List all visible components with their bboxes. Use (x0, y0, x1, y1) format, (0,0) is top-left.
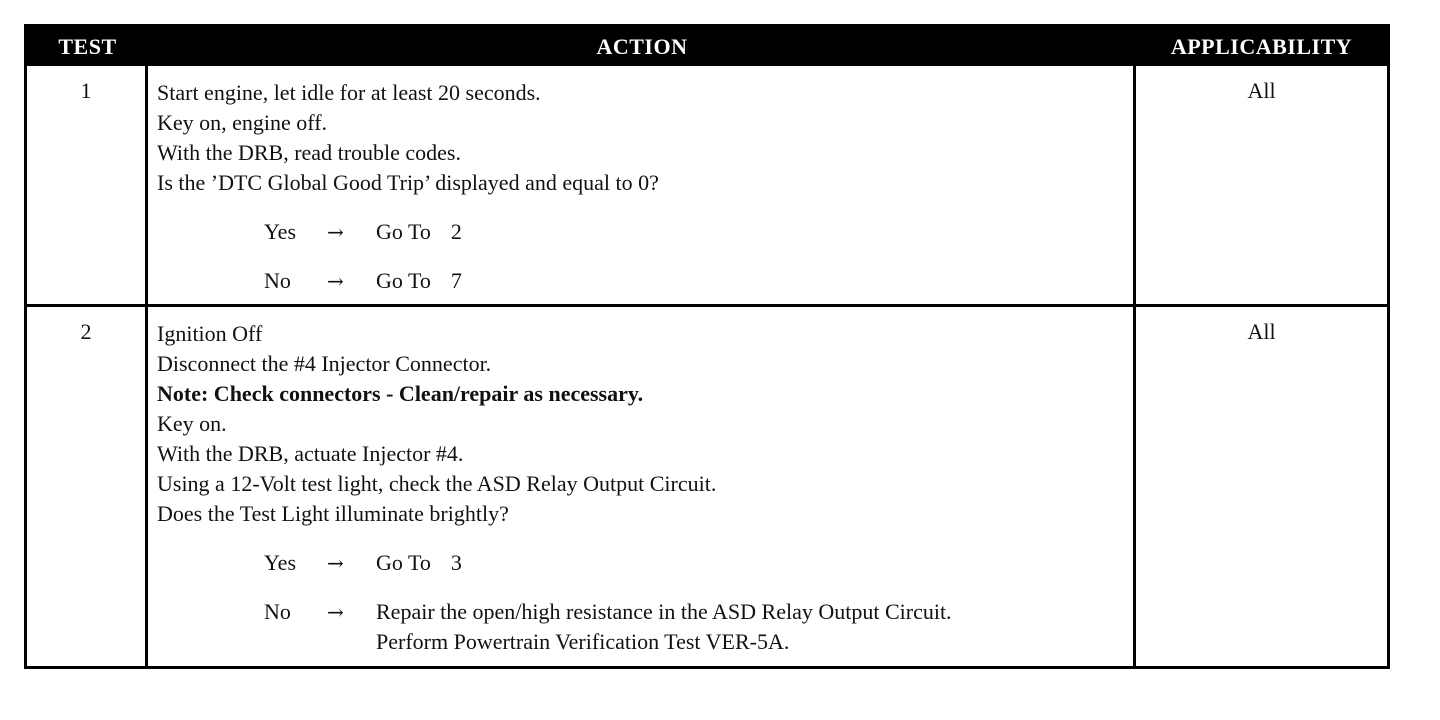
action-line: Disconnect the #4 Injector Connector. (157, 351, 492, 376)
action-line: With the DRB, actuate Injector #4. (157, 441, 464, 466)
arrow-icon: → (327, 269, 344, 293)
table-row (27, 66, 1387, 307)
answer-yes (264, 548, 1133, 578)
action-line: Start engine, let idle for at least 20 seconds. (157, 80, 541, 105)
answer-label: No (264, 599, 291, 624)
note-line: Note: Check connectors - Clean/repair as necessary. (157, 381, 644, 406)
answer-label: Yes (264, 550, 297, 575)
verification-instruction: Perform Powertrain Verification Test VER-5A. (376, 629, 790, 654)
applicability-cell: All (1247, 78, 1276, 103)
goto-text: Go To (376, 550, 431, 575)
answer-target (376, 597, 952, 657)
action-cell (148, 307, 1133, 666)
action-line: Key on. (157, 411, 227, 436)
answer-no (264, 266, 1133, 296)
goto-text: Go To (376, 219, 431, 244)
goto-number: 2 (450, 219, 462, 244)
table-header (27, 27, 1387, 66)
action-line: With the DRB, read trouble codes. (157, 140, 461, 165)
header-applicability: APPLICABILITY (1170, 34, 1353, 59)
applicability-cell: All (1247, 319, 1276, 344)
answer-target (376, 266, 462, 296)
goto-number: 3 (450, 550, 462, 575)
answer-yes (264, 217, 1133, 247)
answer-target (376, 548, 462, 578)
arrow-icon: → (327, 551, 344, 575)
test-number: 1 (80, 78, 92, 103)
action-line: Using a 12-Volt test light, check the ASD Relay Output Circuit. (157, 471, 717, 496)
arrow-icon: → (327, 220, 344, 244)
test-number: 2 (80, 319, 92, 344)
goto-text: Go To (376, 268, 431, 293)
action-line: Is the ’DTC Global Good Trip’ displayed and equal to 0? (157, 170, 659, 195)
action-line: Does the Test Light illuminate brightly? (157, 501, 509, 526)
answer-no (264, 597, 1133, 657)
repair-instruction: Repair the open/high resistance in the ASD Relay Output Circuit. (376, 599, 952, 624)
diagnostic-table (24, 24, 1390, 669)
table-row (27, 307, 1387, 666)
answer-target (376, 217, 462, 247)
action-cell (148, 66, 1133, 304)
header-test: TEST (58, 34, 117, 59)
answer-label: Yes (264, 219, 297, 244)
action-line: Key on, engine off. (157, 110, 328, 135)
header-action: ACTION (596, 34, 688, 59)
action-line: Ignition Off (157, 321, 263, 346)
arrow-icon: → (327, 600, 344, 624)
answer-label: No (264, 268, 291, 293)
goto-number: 7 (450, 268, 462, 293)
